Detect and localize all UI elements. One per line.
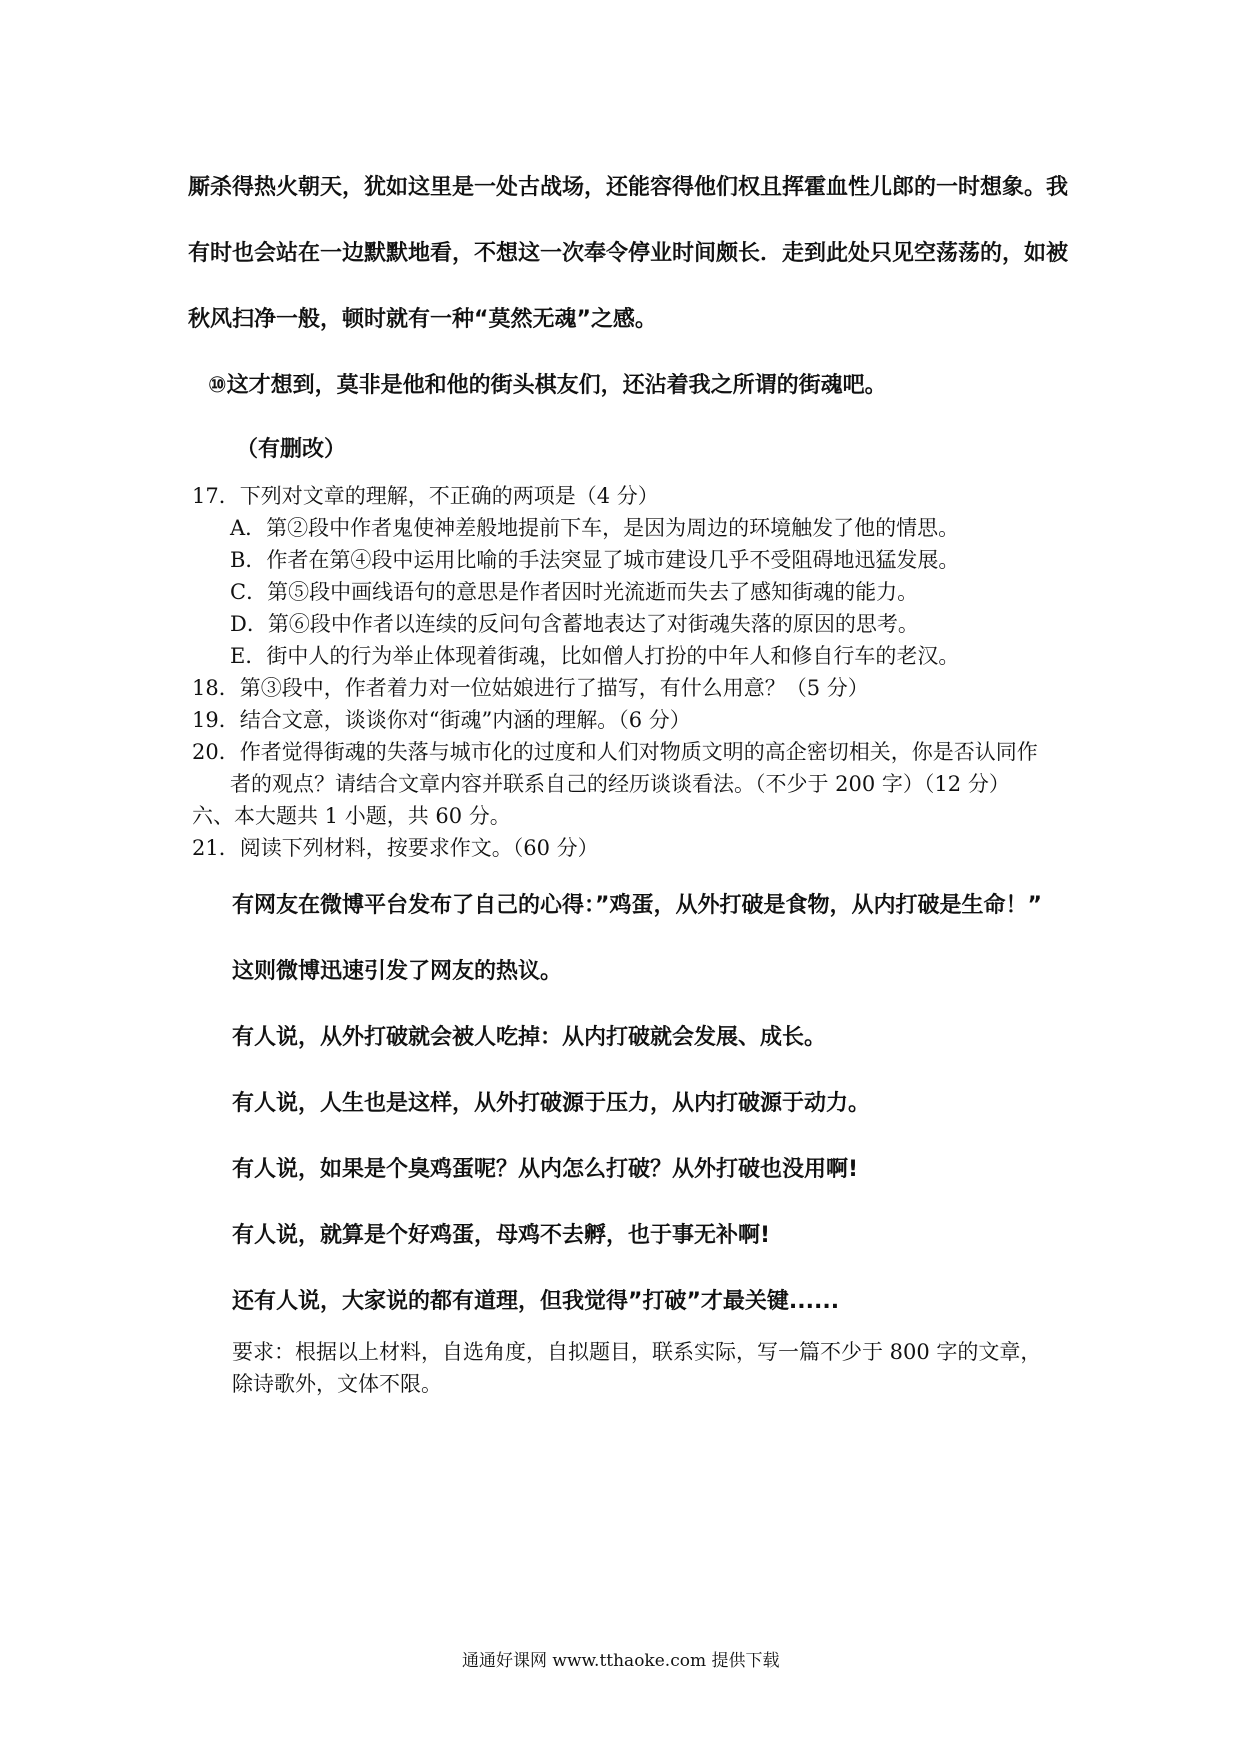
material-line-3: 有人说，从外打破就会被人吃掉：从内打破就会发展、成长。	[232, 1025, 827, 1050]
requirement-line-1: 要求：根据以上材料，自选角度，自拟题目，联系实际，写一篇不少于 800 字的文章，	[232, 1340, 1042, 1364]
passage-note: （有删改）	[236, 437, 347, 462]
question-18: 18．第③段中，作者着力对一位姑娘进行了描写，有什么用意？（5 分）	[192, 676, 869, 700]
question-17-option-b: B．作者在第④段中运用比喻的手法突显了城市建设几乎不受阻碍地迅猛发展。	[230, 548, 960, 572]
material-line-2: 这则微博迅速引发了网友的热议。	[232, 959, 563, 984]
question-20-line-1: 20．作者觉得街魂的失落与城市化的过度和人们对物质文明的高企密切相关，你是否认同作	[192, 740, 1038, 764]
requirement-line-2: 除诗歌外，文体不限。	[232, 1372, 442, 1396]
passage-line-2: 有时也会站在一边默默地看，不想这一次奉令停业时间颇长．走到此处只见空荡荡的，如被	[188, 241, 1069, 266]
passage-line-3: 秋风扫净一般，顿时就有一种“莫然无魂”之感。	[188, 307, 657, 332]
footer-download-note: 通通好课网 www.tthaoke.com 提供下载	[462, 1651, 780, 1671]
material-line-4: 有人说，人生也是这样，从外打破源于压力，从内打破源于动力。	[232, 1091, 871, 1116]
material-line-1: 有网友在微博平台发布了自己的心得：”鸡蛋，从外打破是食物，从内打破是生命！”	[232, 893, 1042, 918]
passage-line-1: 厮杀得热火朝天，犹如这里是一处古战场，还能容得他们权且挥霍血性儿郎的一时想象。我	[188, 175, 1069, 200]
question-21-stem: 21．阅读下列材料，按要求作文。（60 分）	[192, 836, 599, 860]
question-17-option-a: A．第②段中作者鬼使神差般地提前下车，是因为周边的环境触发了他的情思。	[230, 516, 960, 540]
question-17-stem: 17．下列对文章的理解，不正确的两项是（4 分）	[192, 484, 659, 508]
material-line-5: 有人说，如果是个臭鸡蛋呢？从内怎么打破？从外打破也没用啊!	[232, 1157, 859, 1182]
question-17-option-c: C．第⑤段中画线语句的意思是作者因时光流逝而失去了感知街魂的能力。	[230, 580, 919, 604]
question-20-line-2: 者的观点？请结合文章内容并联系自己的经历谈谈看法。（不少于 200 字）（12 分）	[230, 772, 1010, 796]
passage-paragraph-10: ⑩这才想到，莫非是他和他的街头棋友们，还沾着我之所谓的街魂吧。	[208, 373, 887, 398]
question-17-option-d: D．第⑥段中作者以连续的反问句含蓄地表达了对街魂失落的原因的思考。	[230, 612, 919, 636]
question-17-option-e: E．街中人的行为举止体现着街魂，比如僧人打扮的中年人和修自行车的老汉。	[230, 644, 960, 668]
question-19: 19．结合文意，谈谈你对“街魂”内涵的理解。（6 分）	[192, 708, 691, 732]
material-line-7: 还有人说，大家说的都有道理，但我觉得”打破”才最关键......	[232, 1289, 840, 1314]
material-line-6: 有人说，就算是个好鸡蛋，母鸡不去孵，也于事无补啊!	[232, 1223, 771, 1248]
section-6-heading: 六、本大题共 1 小题，共 60 分。	[192, 804, 511, 828]
